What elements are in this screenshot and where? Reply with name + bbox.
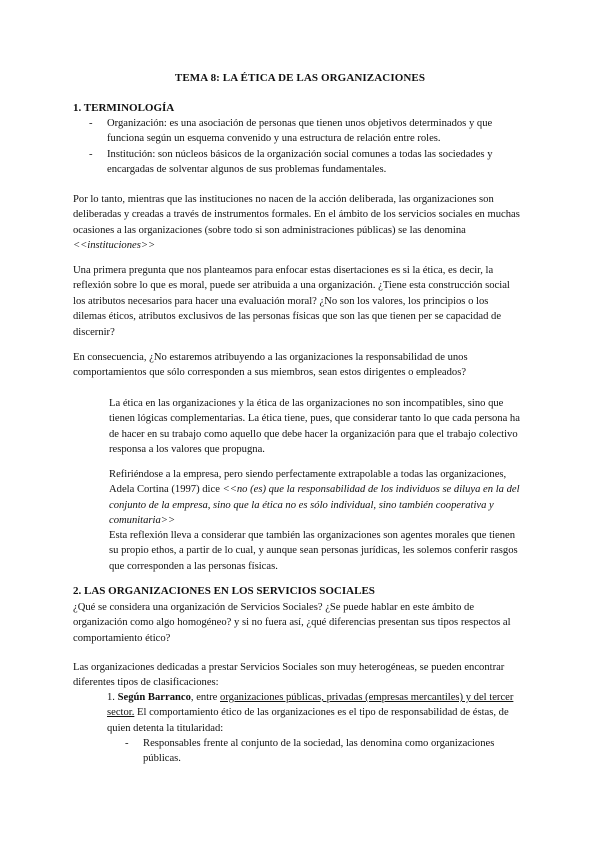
page-title: TEMA 8: LA ÉTICA DE LAS ORGANIZACIONES (174, 72, 426, 84)
section-heading-terminology: 1. TERMINOLOGÍA (73, 102, 175, 114)
paragraph: ¿Qué se considera una organización de Servicios Sociales? ¿Se puede hablar en este ámbito de organización como algo homogéneo? y si no fuera así, ¿qué diferencias presentan sus tipos respectos al comportamiento ético? (73, 602, 511, 644)
paragraph (73, 192, 521, 254)
paragraph: En consecuencia, ¿No estaremos atribuyendo a las organizaciones la responsabilidad de unos comportamientos que sólo corresponden a sus miembros, sean estos dirigentes o empleados? (73, 352, 468, 379)
definition-organizacion: Organización: es una asociación de personas que tienen unos objetivos determinados y que funciona según un esquema convenido y una estructura de relación entre roles. (107, 118, 493, 145)
section-heading-organizaciones: 2. LAS ORGANIZACIONES EN LOS SERVICIOS SOCIALES (73, 585, 375, 597)
definition-list (73, 116, 523, 178)
bold-term: Según Barranco (117, 692, 191, 703)
cortina-quote: <<no (es) que la responsabilidad de los individuos se diluya en la del conjunto de la empresa, sino que la ética no es sólo individual, sino también cooperativa y comunitaria>> (109, 484, 520, 527)
list-bullet: - (89, 148, 93, 160)
paragraph: Una primera pregunta que nos planteamos para enfocar estas disertaciones es si la ética, es decir, la reflexión sobre lo que es moral, puede ser atribuida a una organización. ¿Tiene esta construcción social los atributos necesarios para hacer una evaluación moral? ¿No son los valores, los principios o los dilemas éticos, atributos exclusivos de las personas físicas que son las que tienen per se capacidad de discernir? (73, 265, 510, 338)
numbered-item (107, 690, 525, 736)
indented-paragraph: La ética en las organizaciones y la ética de las organizaciones no son incompatibles, sino que tienen lógicas complementarias. La ética tiene, pues, que considerar tanto lo que cada persona ha de hacer en su trabajo como aquello que debe hacer la organización para que el trabajo colectivo responsa a los valores que propugna. (109, 398, 520, 456)
sub-list-item (125, 736, 520, 767)
item-text: , entre (190, 692, 221, 703)
list-item (73, 147, 523, 178)
list-item (73, 116, 523, 147)
paragraph-text: Por lo tanto, mientras que las instituciones no nacen de la acción deliberada, las organizaciones son deliberadas y creadas a través de instrumentos formales. En el ámbito de los servicios sociales en muchas ocasiones a las organizaciones (sobre todo si son administraciones públicas) se las denomina (73, 194, 520, 236)
italic-term: <<instituciones>> (73, 240, 156, 252)
definition-institucion: Institución: son núcleos básicos de la organización social comunes a todas las sociedades y encargadas de solventar algunos de sus problemas fundamentales. (107, 148, 493, 176)
item-number: 1. (107, 692, 115, 703)
list-bullet: - (125, 738, 129, 749)
item-text: El comportamiento ético de las organizaciones es el tipo de responsabilidad de éstas, de quien detenta la titularidad: (107, 707, 509, 734)
list-bullet: - (89, 118, 93, 129)
indented-paragraph (109, 467, 527, 529)
indented-paragraph: Esta reflexión lleva a considerar que también las organizaciones son agentes morales que tienen su propio ethos, a partir de lo cual, y aunque sean personas jurídicas, les solemos conferir rasgos que corresponden a las personas físicas. (109, 530, 518, 572)
paragraph: Las organizaciones dedicadas a prestar Servicios Sociales son muy heterogéneas, se pueden encontrar diferentes tipos de clasificaciones: (73, 662, 505, 689)
paragraph-text: Refiriéndose a la empresa, pero siendo perfectamente extrapolable a todas las organizaciones, Adela Cortina (1997) dice (109, 469, 507, 496)
underlined-text: organizaciones públicas, privadas (empresas mercantiles) y del tercer sector. (107, 692, 514, 719)
item-text: Responsables frente al conjunto de la sociedad, las denomina como organizaciones públicas. (143, 738, 495, 765)
